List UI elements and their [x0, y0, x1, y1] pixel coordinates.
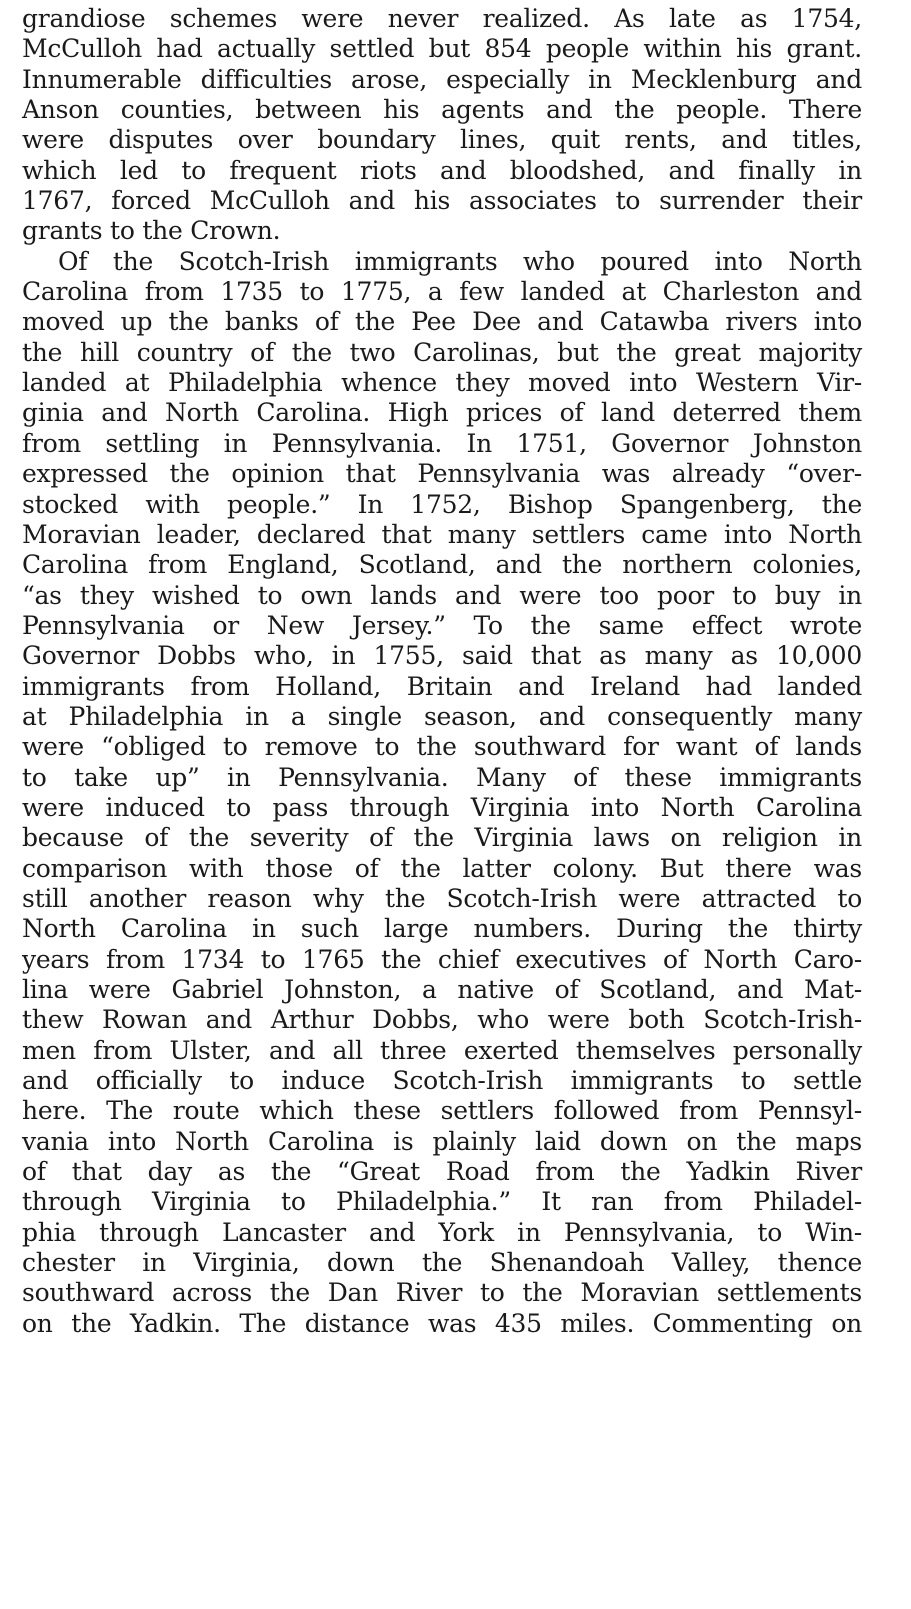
document-page [22, 4, 862, 1339]
text-line: were “obliged to remove to the southward for want of lands [22, 732, 862, 762]
text-line: on the Yadkin. The distance was 435 miles. Commenting on [22, 1308, 862, 1338]
text-line: moved up the banks of the Pee Dee and Catawba rivers into [22, 307, 862, 337]
text-line: comparison with those of the latter colony. But there was [22, 853, 862, 883]
text-line: Of the Scotch-Irish immigrants who poured into North [58, 246, 862, 276]
text-line: men from Ulster, and all three exerted themselves personally [22, 1035, 862, 1065]
text-line: Carolina from England, Scotland, and the northern colonies, [22, 550, 862, 580]
text-line: grants to the Crown. [22, 216, 281, 246]
text-line: through Virginia to Philadelphia.” It ran from Philadel- [22, 1187, 862, 1217]
paragraph [22, 247, 862, 1339]
text-line: here. The route which these settlers followed from Pennsyl- [22, 1096, 862, 1126]
text-line: expressed the opinion that Pennsylvania was already “over- [22, 459, 862, 489]
text-line: Governor Dobbs who, in 1755, said that as many as 10,000 [22, 641, 862, 671]
text-line: ginia and North Carolina. High prices of land deterred them [22, 398, 862, 428]
text-line: which led to frequent riots and bloodshed, and finally in [22, 155, 862, 185]
text-line: Innumerable difficulties arose, especially in Mecklenburg and [22, 64, 862, 94]
text-line: years from 1734 to 1765 the chief executives of North Caro- [22, 944, 862, 974]
text-line: Moravian leader, declared that many settlers came into North [22, 519, 862, 549]
text-line: were disputes over boundary lines, quit rents, and titles, [22, 125, 862, 155]
text-line: grandiose schemes were never realized. As late as 1754, [22, 4, 862, 33]
text-line: thew Rowan and Arthur Dobbs, who were both Scotch-Irish- [22, 1005, 862, 1035]
text-line: “as they wished to own lands and were too poor to buy in [22, 580, 862, 610]
text-line: Anson counties, between his agents and the people. There [22, 95, 862, 125]
text-line: phia through Lancaster and York in Pennsylvania, to Win- [22, 1217, 862, 1247]
text-line: to take up” in Pennsylvania. Many of these immigrants [22, 762, 862, 792]
text-line: from settling in Pennsylvania. In 1751, Governor Johnston [22, 428, 862, 458]
text-line: Carolina from 1735 to 1775, a few landed at Charleston and [22, 277, 862, 307]
text-line: McCulloh had actually settled but 854 people within his grant. [22, 34, 862, 64]
text-line: were induced to pass through Virginia into North Carolina [22, 792, 862, 822]
text-line: at Philadelphia in a single season, and consequently many [22, 701, 862, 731]
text-line: still another reason why the Scotch-Irish were attracted to [22, 883, 862, 913]
text-line: southward across the Dan River to the Moravian settlements [22, 1278, 862, 1308]
text-line: vania into North Carolina is plainly laid down on the maps [22, 1126, 862, 1156]
text-line: immigrants from Holland, Britain and Ireland had landed [22, 671, 862, 701]
text-line: 1767, forced McCulloh and his associates to surrender their [22, 186, 862, 216]
text-line: Pennsylvania or New Jersey.” To the same effect wrote [22, 610, 862, 640]
paragraph [22, 4, 862, 247]
text-line: because of the severity of the Virginia laws on religion in [22, 823, 862, 853]
text-line: landed at Philadelphia whence they moved into Western Vir- [22, 368, 862, 398]
text-line: the hill country of the two Carolinas, but the great majority [22, 337, 862, 367]
text-line: chester in Virginia, down the Shenandoah Valley, thence [22, 1248, 862, 1278]
text-line: of that day as the “Great Road from the Yadkin River [22, 1157, 862, 1187]
text-line: stocked with people.” In 1752, Bishop Spangenberg, the [22, 489, 862, 519]
text-line: North Carolina in such large numbers. During the thirty [22, 914, 862, 944]
text-line: lina were Gabriel Johnston, a native of Scotland, and Mat- [22, 975, 862, 1004]
text-line: and officially to induce Scotch-Irish immigrants to settle [22, 1066, 862, 1096]
